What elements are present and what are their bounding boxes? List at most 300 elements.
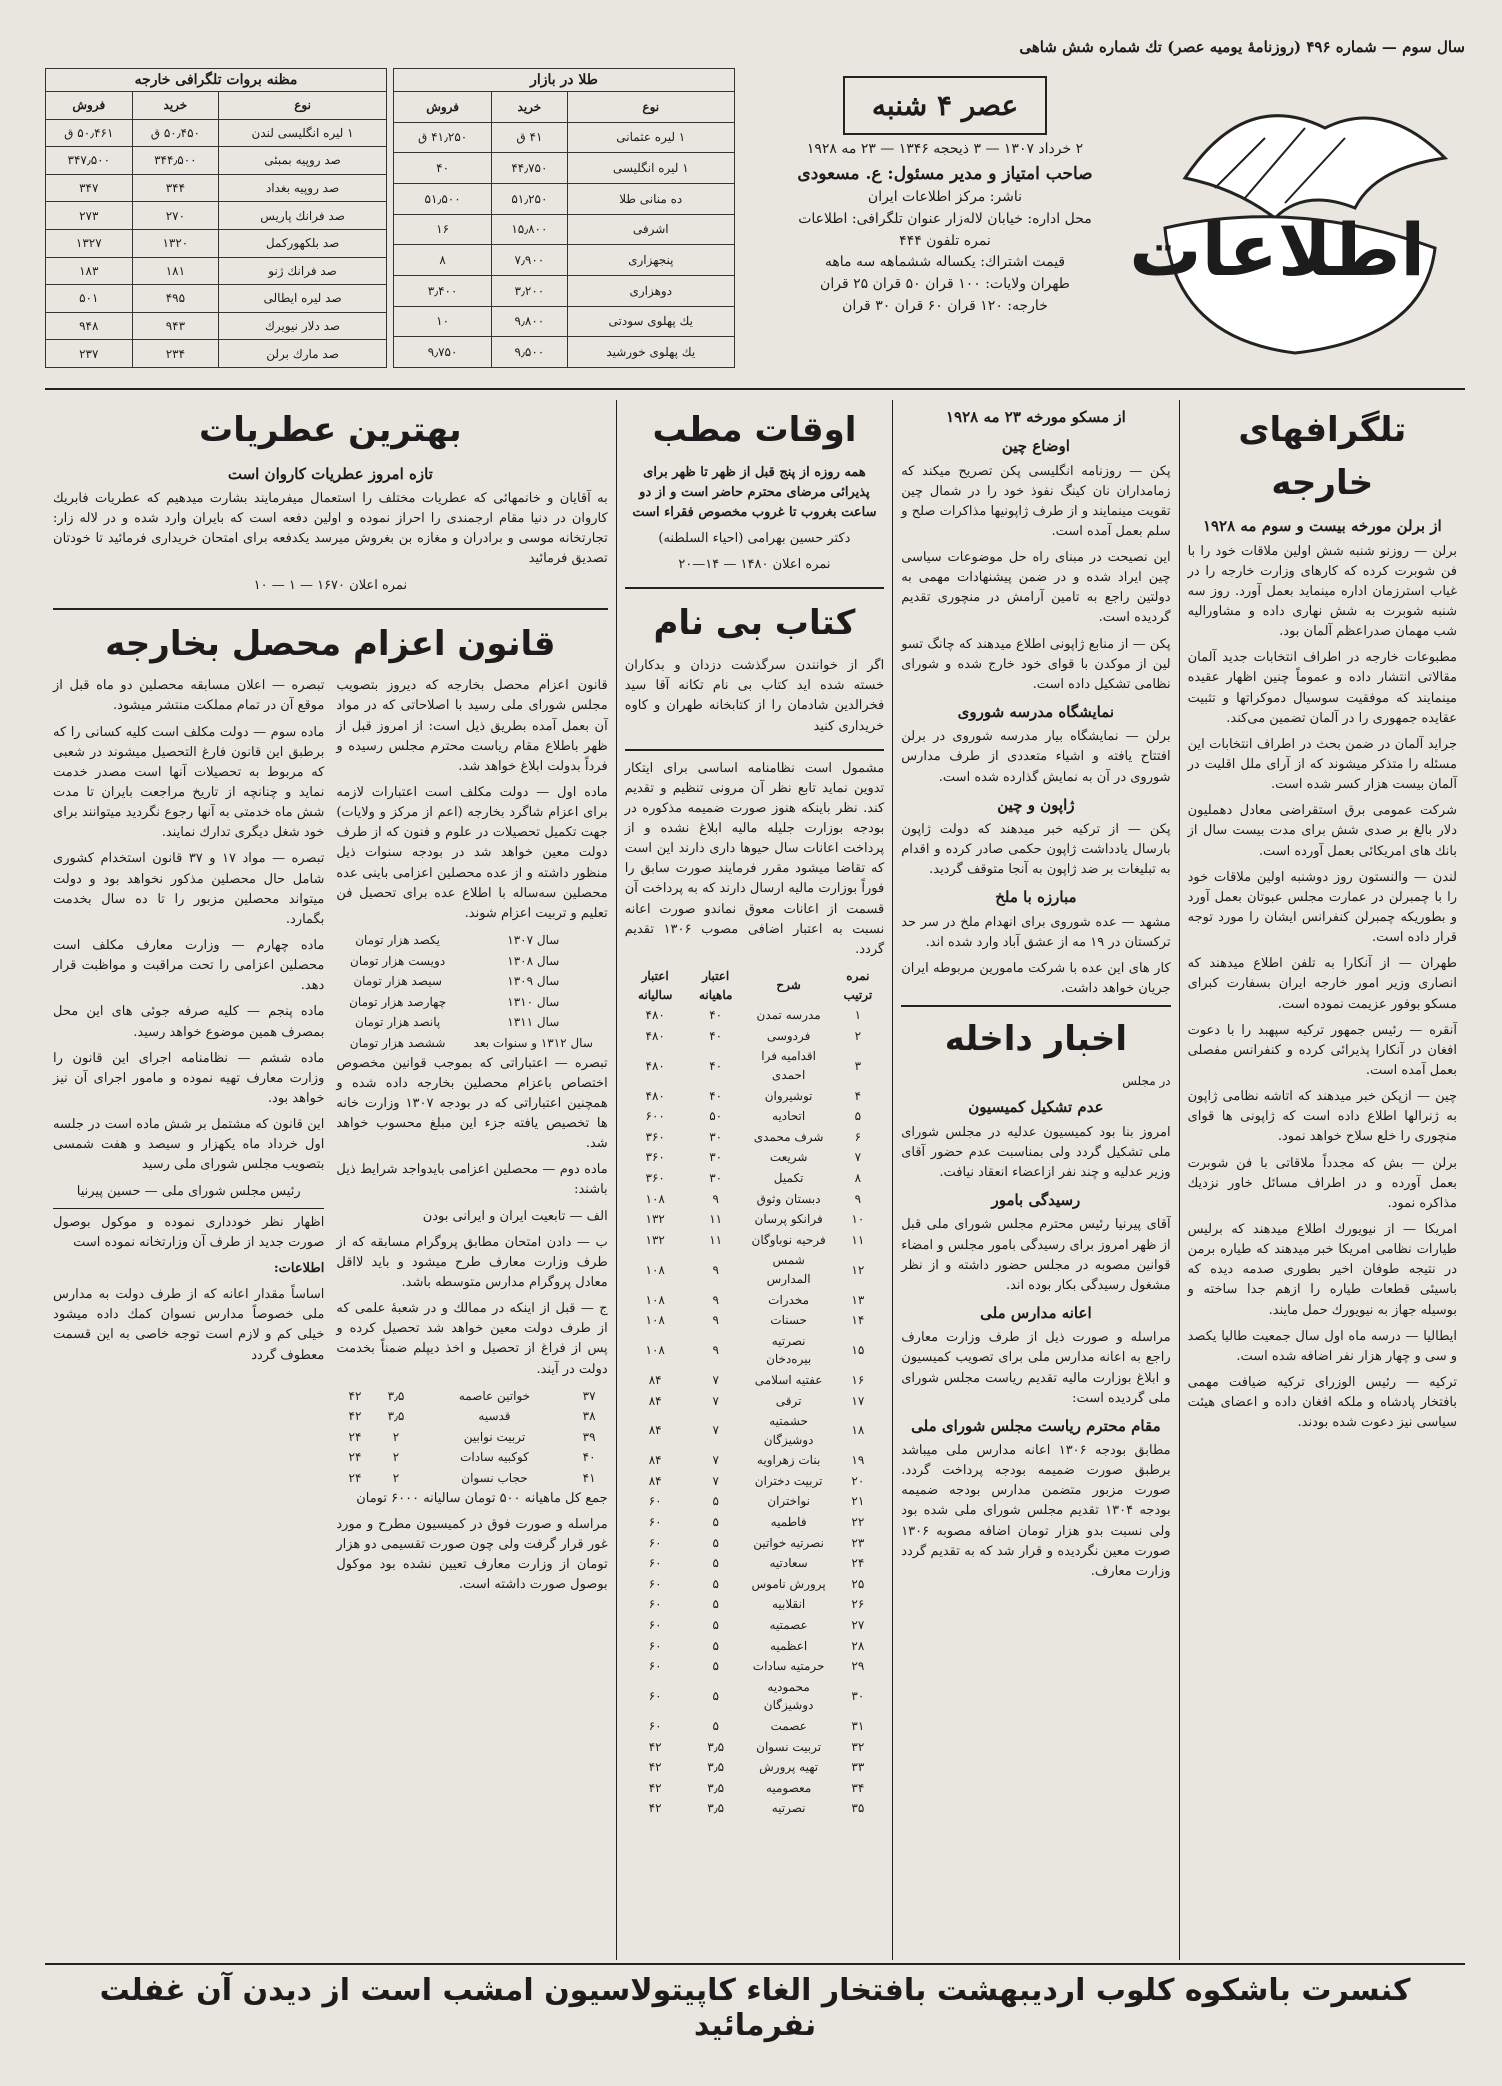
doctor-name: دکتر حسین بهرامی (احیاء السلطنه) bbox=[658, 531, 851, 547]
paragraph: این قانون که مشتمل بر شش ماده است در جلسه اول خرداد ماه یکهزار و سیصد و هفت شمسی بتصویب مجلس شورای ملی رسید bbox=[53, 1117, 325, 1173]
owner-line: صاحب امتیاز و مدیر مسئول: ع. مسعودی bbox=[797, 164, 1093, 185]
subheadline: تازه امروز عطریات کاروان است bbox=[227, 464, 433, 483]
headline: بهترین عطریات bbox=[199, 410, 462, 450]
cell: ۲۴ bbox=[348, 1429, 362, 1444]
cell: ۳٫۵ bbox=[707, 1739, 725, 1754]
cell: ۲۹ bbox=[851, 1659, 865, 1674]
cell: ۱ bbox=[854, 1008, 862, 1023]
paragraph: مطابق بودجه ۱۳۰۶ اعانه مدارس ملی میباشد برطبق صورت ضمیمه بودجه پرداخت گردد. صورت مزبور متضمن مدارس بودجه ضمیمه بودجه ۱۳۰۴ تقدیم مجلس شورای ملی شده بود ولی نسبت بدو هزار تومان اضافه مصوبه ۱۳۰۶ صورت معین نگردیده و قرار شد که به تقدیم گردد وزارت معارف. bbox=[901, 1443, 1171, 1579]
cell: ۲۸ bbox=[851, 1638, 865, 1653]
col-header: اعتبار ماهیانه bbox=[698, 969, 733, 1002]
table-row bbox=[625, 1370, 885, 1391]
cell: ۴۸۰ bbox=[645, 1028, 665, 1043]
footer-banner: کنسرت باشکوه کلوب اردیبهشت بافتخار الغاء کاپیتولاسیون امشب است از دیدن آن غفلت نفرمائید bbox=[45, 1963, 1465, 2043]
cell: صد لیره ایطالی bbox=[219, 285, 387, 313]
paragraph: تبصره — مواد ۱۷ و ۳۷ قانون استخدام کشوری شامل حال محصلین مذکور نخواهد بود و دولت میتواند محصلین مزبور را تا ده سال بخدمت بگمارد. bbox=[53, 851, 325, 927]
table-row bbox=[46, 257, 387, 285]
cell: ۸۴ bbox=[648, 1423, 662, 1438]
cell: ۴۲ bbox=[648, 1801, 662, 1816]
table-row bbox=[625, 1411, 885, 1450]
cell: توشیروان bbox=[764, 1088, 813, 1103]
cell: ۵ bbox=[712, 1618, 719, 1633]
cell: مدرسه تمدن bbox=[756, 1008, 821, 1023]
cell: ۶۰ bbox=[648, 1515, 662, 1530]
cell: ۶ bbox=[854, 1129, 862, 1144]
table-row bbox=[394, 153, 735, 184]
cell: سال ۱۳۰۷ bbox=[507, 933, 560, 948]
paragraph: شرکت عمومی برق استقراضی معادل دهملیون دلار بالغ بر صدی شش برای مدت بیست سال از بانك های امریکائی بعمل آورده است. bbox=[1187, 803, 1457, 859]
subscription-line: قیمت اشتراك: یکساله ششماهه سه ماهه bbox=[824, 254, 1066, 271]
paragraph: مشمول است نظامنامه اساسی برای ایتکار تدوین نماید تابع نظر آن مرونی تنظیم و تقدیم کند. نظر باینکه هنوز صورت ضمیمه مذکوره در بودجه بوزارت جلیله مالیه ابلاغ نشده و از پرداخت اعانات سال حیوها داری دارند این است که تقاضا میشود مقرر فرمایند صورت سابق را فوراً بوزارت مالیه ارسال دارند که به پرداخت آن قسمت از اعانات معوق نماندو صورت اعانه نسبت به اعتبار اضافی مصوب ۱۳۰۶ تقدیم گردد. bbox=[624, 760, 885, 957]
table-row bbox=[625, 1106, 885, 1127]
paragraph: اساساً مقدار اعانه که از طرف دولت به مدارس ملی خصوصاً مدارس نسوان کمك داده میشود خیلی کم و لازم است توجه خاصی به این قسمت معطوف گردد bbox=[53, 1287, 325, 1363]
paragraph: مطبوعات خارجه در اطراف انتخابات جدید آلمان مقالاتی انتشار داده و عموماً چنین اظهار عقیده مینمایند که موفقیت سوسیال دموکراتها و تثبیت عقایده جمهوری را در آلمان تضمین می‌کند. bbox=[1187, 650, 1457, 726]
table-row bbox=[625, 1553, 885, 1574]
cell: ۱ لیره عثمانی bbox=[567, 122, 734, 153]
cell: بنات زهراویه bbox=[756, 1453, 821, 1468]
paragraph: اگر از خوانندن سرگذشت دزدان و بدکاران خسته شده اید کتاب بی نام تکانه آقا سید فخرالدین شادمان را از کتابخانه طهران و کاوه خریداری کنید bbox=[624, 658, 885, 734]
cell: ۳۴۴ bbox=[132, 174, 219, 202]
paragraph: مشهد — عده شوروی برای انهدام ملخ در سر حد ترکستان در ۱۹ مه از عشق آباد وارد شده اند. bbox=[901, 914, 1171, 950]
paragraph: پکن — از ترکیه خبر میدهند که دولت ژاپون بارسال یادداشت ژاپون حکمی صادر کرده و اقدام به تبلیغات بر ضد ژاپون به آنجا متوقف گردید. bbox=[901, 821, 1171, 878]
paragraph: طهران — از آنکارا به تلفن اطلاع میدهند که انصاری وزیر امور خارجه ایران بسفارت کبرای مسکو بوفور عزیمت نموده است. bbox=[1187, 956, 1457, 1012]
cell: ۲۰ bbox=[851, 1473, 865, 1488]
paragraph: لندن — والنستون روز دوشنبه اولین ملاقات خود را با چمبرلن در عمارت مجلس عبوتان بعمل آورد و بطوریکه چمبرلن کنفرانس ایشان را مورد توجه قرار داده است. bbox=[1187, 869, 1457, 946]
cell: ۴۰ bbox=[709, 1008, 723, 1023]
cell: اشرفی bbox=[567, 214, 734, 245]
law-left-column bbox=[336, 676, 607, 1601]
cell: ۷ bbox=[712, 1393, 719, 1408]
table-row bbox=[336, 1012, 607, 1033]
table-row bbox=[625, 1250, 885, 1289]
table-row bbox=[625, 1127, 885, 1148]
table-row bbox=[46, 147, 387, 175]
cell: ۲۷۳ bbox=[46, 202, 133, 230]
cell: عصمتیه bbox=[769, 1618, 808, 1633]
perfume-ad bbox=[53, 404, 608, 610]
cell: ۷ bbox=[712, 1372, 719, 1387]
paragraph: اظهار نظر خودداری نموده و موکول بوصول صورت جدید از طرف آن وزارتخانه نموده است bbox=[53, 1208, 324, 1253]
cell: ۵۱٫۵۰۰ bbox=[394, 183, 492, 214]
cell: ۱۴ bbox=[851, 1313, 865, 1328]
paragraph: امریکا — از نیویورك اطلاع میدهند که برلیس طیارات نظامی امریکا خبر میدهند که طیاره برمن در نتیجه طوفان اخیر بطوری صدمه دیده که باسیئی قطعات طیاره را ازهم جدا ساخته و بوسیله جهاز به نیویورك حمل مایند. bbox=[1187, 1221, 1457, 1318]
table-row bbox=[625, 1230, 885, 1251]
paragraph: الف — تابعیت ایران و ایرانی بودن bbox=[422, 1208, 608, 1224]
paragraph: تبصره — اعلان مسابقه محصلین دو ماه قبل از موقع آن در تمام مملکت منتشر میشود. bbox=[53, 678, 325, 714]
table-row bbox=[625, 1798, 885, 1819]
cell: ۳۹ bbox=[582, 1429, 596, 1444]
gold-caption: طلا در بازار bbox=[393, 68, 735, 91]
top-strip bbox=[45, 38, 1465, 56]
cell: ۳۷ bbox=[582, 1388, 596, 1403]
subheadline: رسیدگی بامور bbox=[991, 1191, 1081, 1210]
cell: ۱۰۸ bbox=[645, 1191, 665, 1206]
cell: ۲۴ bbox=[851, 1556, 865, 1571]
section-label: در مجلس bbox=[1122, 1073, 1171, 1088]
cell: ۵ bbox=[712, 1638, 719, 1653]
table-row bbox=[625, 1331, 885, 1370]
total-line: جمع کل ماهیانه ۵۰۰ تومان سالیانه ۶۰۰۰ تومان bbox=[356, 1490, 608, 1506]
fx-table bbox=[45, 68, 387, 368]
cell: ۷ bbox=[854, 1150, 862, 1165]
cell: نصرتیه بیره‌دخان bbox=[766, 1333, 812, 1367]
headline: کتاب بی نام bbox=[653, 603, 856, 644]
table-row bbox=[625, 1757, 885, 1778]
paragraph: برلن — بش که مجدداً ملاقاتی با فن شوبرت بعمل آورده و در اطراف مسائل خاور نزدیك مذاکره نمود. bbox=[1187, 1155, 1457, 1211]
cell: تکمیل bbox=[773, 1170, 804, 1185]
cell: ۳۶۰ bbox=[645, 1129, 665, 1144]
cell: ۱۵٫۸۰۰ bbox=[492, 214, 567, 245]
cell: ۶۰ bbox=[648, 1576, 662, 1591]
paragraph: ایطالیا — درسه ماه اول سال جمعیت طالیا یکصد و سی و چهار هزار نفر اضافه شده است. bbox=[1187, 1328, 1457, 1364]
cell: ۶۰ bbox=[648, 1689, 662, 1704]
paragraph: ماده اول — دولت مکلف است اعتبارات لازمه برای اعزام شاگرد بخارجه (اعم از مرکز و ولایات) جهت تکمیل تحصیلات در علوم و فنون که از طرف دولت معین خواهد شد در بودجه سنوات ذیل منظور داشته و از عده محصلین اعزامی باینی عده محصلین سه‌ساله با اطلاع عده برای تحصیل فن تعلیم و تربیت اعزام شوند. bbox=[336, 785, 608, 921]
gold-table bbox=[393, 68, 735, 368]
cell: ۳۶۰ bbox=[645, 1150, 665, 1165]
cell: صد فرانك ژنو bbox=[219, 257, 387, 285]
cell: ۹٫۷۵۰ bbox=[394, 337, 492, 368]
cell: ۴۰ bbox=[709, 1058, 723, 1073]
cell: حشمتیه دوشیزگان bbox=[763, 1414, 814, 1447]
table-row bbox=[394, 306, 735, 337]
cell: حجاب نسوان bbox=[461, 1471, 528, 1486]
cell: دبستان وثوق bbox=[756, 1191, 821, 1206]
table-row bbox=[336, 1427, 607, 1448]
cell: ۴۰ bbox=[582, 1450, 596, 1465]
table-row bbox=[625, 1310, 885, 1331]
publisher-line: ناشر: مرکز اطلاعات ایران bbox=[867, 189, 1023, 206]
paragraph: کار های این عده با شرکت مامورین مربوطه ایران جریان خواهد داشت. bbox=[901, 960, 1171, 997]
cell: ۲۷ bbox=[851, 1618, 865, 1633]
cell: ۵ bbox=[712, 1535, 719, 1550]
cell: ۵ bbox=[712, 1689, 719, 1704]
table-row bbox=[625, 1778, 885, 1799]
cell: ۷٫۹۰۰ bbox=[492, 245, 567, 276]
table-row bbox=[46, 340, 387, 368]
gold-header: خرید bbox=[492, 92, 567, 123]
table-row bbox=[625, 1189, 885, 1210]
cell: یك پهلوی سودتی bbox=[567, 306, 734, 337]
cell: ۳۵ bbox=[851, 1801, 865, 1816]
cell: معصومیه bbox=[765, 1780, 812, 1795]
cell: ۲۴ bbox=[348, 1450, 362, 1465]
cell: سال ۱۳۰۹ bbox=[507, 974, 560, 989]
cell: ۳۲ bbox=[851, 1739, 865, 1754]
paragraph: به آقایان و خانمهائی که عطریات مختلف را استعمال میفرمایند بشارت میدهیم که عطریات فابریك کاروان در دنیا مقام ارجمندی را احراز نموده و اولین دفعه است که بایران وارد شده و در لاله زار: تجارتخانه موسی و برادران و مغازه بن بغروش میرسد یکدفعه برای امتحان خریداری فرمائید تا خودتان تصدیق فرمائید bbox=[53, 490, 608, 567]
cell: ۷ bbox=[712, 1423, 719, 1438]
table-row bbox=[394, 183, 735, 214]
table-row bbox=[336, 930, 607, 951]
cell: عفتیه اسلامی bbox=[754, 1372, 823, 1387]
paragraph: ماده ششم — نظامنامه اجرای این قانون را وزارت معارف تهیه نموده و مامور اجرای آن نیز خواهد بود. bbox=[53, 1050, 325, 1106]
cell: ۱۳۲۷ bbox=[46, 229, 133, 257]
paragraph: ماده دوم — محصلین اعزامی بایدواجد شرایط ذیل باشند: bbox=[336, 1162, 608, 1198]
subheadline: مبارزه با ملخ bbox=[995, 888, 1077, 907]
cell: ۶۰ bbox=[648, 1659, 662, 1674]
cell: فاطمیه bbox=[770, 1515, 807, 1530]
headline-law: قانون اعزام محصل بخارجه bbox=[105, 623, 556, 664]
table-row bbox=[625, 1471, 885, 1492]
cell: ۲ bbox=[392, 1429, 400, 1444]
table-row bbox=[625, 1716, 885, 1737]
cell: ۳۰ bbox=[709, 1129, 723, 1144]
law-columns bbox=[53, 676, 608, 1601]
cell: تربیت نوابین bbox=[463, 1429, 526, 1444]
table-row bbox=[394, 337, 735, 368]
cell: ۵ bbox=[712, 1556, 719, 1571]
fx-caption: مظنه بروات تلگرافی خارجه bbox=[45, 68, 387, 91]
cell: ۳۴۷٫۵۰۰ bbox=[46, 147, 133, 175]
market-tables bbox=[45, 68, 735, 368]
cell: فرانکو پرسان bbox=[754, 1212, 823, 1227]
publication-info bbox=[775, 68, 1115, 368]
cell: ۱۰۸ bbox=[645, 1292, 665, 1307]
cell: سال ۱۳۱۱ bbox=[507, 1015, 560, 1030]
subheadline: اوضاع چین bbox=[1001, 437, 1070, 456]
cell: اعظمیه bbox=[769, 1638, 808, 1653]
cell: ۱۶ bbox=[394, 214, 492, 245]
cell: ۴ bbox=[854, 1088, 862, 1103]
column-china-domestic bbox=[892, 400, 1178, 1960]
paragraph: ب — دادن امتحان مطابق پروگرام مسابقه که از طرف وزارت معارف طرح میشود و باید لااقل معادل پروگرام مدارس متوسطه باشد. bbox=[336, 1234, 608, 1290]
table-row bbox=[394, 122, 735, 153]
table-row bbox=[46, 312, 387, 340]
cell: ۶۰ bbox=[648, 1597, 662, 1612]
cell: مخدرات bbox=[768, 1292, 810, 1307]
table-row bbox=[625, 1391, 885, 1412]
cell: ۴۱٫۲۵۰ ق bbox=[394, 122, 492, 153]
cell: عصمت bbox=[770, 1719, 807, 1734]
cell: حسنات bbox=[770, 1313, 807, 1328]
law-right-column bbox=[53, 676, 324, 1601]
cell: ۷ bbox=[712, 1453, 719, 1468]
cell: ۱۳۲۰ bbox=[132, 229, 219, 257]
cell: ۴۸۰ bbox=[645, 1088, 665, 1103]
paragraph: آقای پیرنیا رئیس محترم مجلس شورای ملی قبل از ظهر امروز برای رسیدگی بامور مجلس و امضاء قوانین مصوبه در مجلس حضور داشته و از نظر مشغول رسیدگی بکار بوده اند. bbox=[901, 1217, 1171, 1293]
cell: ۲۲ bbox=[851, 1515, 865, 1530]
cell: نصرتیه bbox=[771, 1801, 806, 1816]
cell: ۸۴ bbox=[648, 1473, 662, 1488]
cell: محمودیه دوشیزگان bbox=[763, 1679, 814, 1713]
paragraph: همه روزه از پنج قبل از ظهر تا ظهر برای پذیرائی مرضای محترم حاضر است و از دو ساعت بغروب تا غروب مخصوص فقراء است bbox=[632, 464, 877, 520]
cell: سال ۱۳۱۲ و سنوات بعد bbox=[473, 1035, 593, 1050]
cell: ۸۴ bbox=[648, 1453, 662, 1468]
cell: ۵۰٫۴۶۱ ق bbox=[46, 119, 133, 147]
cell: ۸ bbox=[394, 245, 492, 276]
cell: پنجهزاری bbox=[567, 245, 734, 276]
cell: سعادتیه bbox=[769, 1556, 808, 1571]
cell: ۱۱ bbox=[851, 1232, 865, 1247]
day-box: عصر ۴ شنبه bbox=[843, 76, 1047, 135]
paragraph: مراسله و صورت فوق در کمیسیون مطرح و مورد غور قرار گرفت ولی چون صورت تقسیمی دو هزار تومان از وزارت معارف تعیین نشده بود موکول بوصول صورت داشته است. bbox=[336, 1516, 608, 1593]
table-row bbox=[625, 1677, 885, 1716]
cell: ۳٫۵ bbox=[387, 1409, 405, 1424]
table-row bbox=[625, 1209, 885, 1230]
cell: ۹ bbox=[712, 1313, 719, 1328]
subheadline: نمایشگاه مدرسه شوروی bbox=[957, 703, 1115, 722]
dateline: از مسکو مورخه ۲۳ مه ۱۹۲۸ bbox=[946, 408, 1126, 426]
cell: ۴۸۰ bbox=[645, 1058, 665, 1073]
cell: انقلابیه bbox=[771, 1597, 806, 1612]
cell: حرمتیه سادات bbox=[752, 1659, 825, 1674]
cell: سال ۱۳۰۸ bbox=[507, 953, 560, 968]
cell: قدسیه bbox=[478, 1409, 511, 1424]
signature-line: رئیس مجلس شورای ملی — حسین پیرنیا bbox=[76, 1183, 301, 1199]
logo-text: اطلاعات bbox=[1129, 208, 1425, 292]
cell: ۴۰ bbox=[709, 1028, 723, 1043]
cell: ۳۸ bbox=[582, 1409, 596, 1424]
table-row bbox=[625, 1512, 885, 1533]
cell: ۱۸۱ bbox=[132, 257, 219, 285]
table-row bbox=[46, 174, 387, 202]
cell: ۸۴ bbox=[648, 1393, 662, 1408]
table-row bbox=[394, 214, 735, 245]
cell: ۲ bbox=[392, 1471, 400, 1486]
cell: ۴۱ bbox=[582, 1471, 596, 1486]
columns bbox=[45, 400, 1465, 1960]
cell: ۹ bbox=[712, 1191, 719, 1206]
cell: یکصد هزار تومان bbox=[355, 933, 441, 948]
paragraph: ماده پنجم — کلیه صرفه جوئی های این محل بمصرف همین موضوع خواهد رسید. bbox=[53, 1004, 325, 1040]
cell: صد فرانك پاریس bbox=[219, 202, 387, 230]
cell: ۹ bbox=[854, 1191, 862, 1206]
cell: ۱۵ bbox=[851, 1343, 865, 1358]
cell: ۲۳۴ bbox=[132, 340, 219, 368]
subheadline: عدم تشکیل کمیسیون bbox=[968, 1098, 1104, 1117]
cell: ۱۹ bbox=[851, 1453, 865, 1468]
table-row bbox=[625, 1737, 885, 1758]
table-row bbox=[336, 951, 607, 972]
phone-line: نمره تلفون ۴۴۴ bbox=[899, 232, 991, 249]
cell: تربیت نسوان bbox=[756, 1739, 822, 1754]
cell: ۳۰ bbox=[709, 1150, 723, 1165]
table-row bbox=[46, 285, 387, 313]
cell: ۴۱ ق bbox=[492, 122, 567, 153]
cell: ۸۴ bbox=[648, 1372, 662, 1387]
cell: ۱۰ bbox=[851, 1212, 865, 1227]
cell: شرف محمدی bbox=[753, 1129, 824, 1144]
gold-header: نوع bbox=[567, 92, 734, 123]
cell: ۹۴۸ bbox=[46, 312, 133, 340]
gold-header: فروش bbox=[394, 92, 492, 123]
cell: دویست هزار تومان bbox=[350, 953, 446, 968]
cell: ۱۰۸ bbox=[645, 1313, 665, 1328]
column-clinic-book bbox=[616, 400, 893, 1960]
cell: ۵ bbox=[712, 1515, 719, 1530]
paragraph: این نصیحت در مبنای راه حل موضوعات سیاسی چین ایراد شده و در ضمن پیشنهادات مهمی به دولتین راجع به تامین آرامش در منچوری تقدیم گردیده است. bbox=[901, 550, 1171, 626]
col-header: شرح bbox=[776, 978, 801, 993]
cell: ۵۰۱ bbox=[46, 285, 133, 313]
cell: ۹٫۸۰۰ bbox=[492, 306, 567, 337]
table-row bbox=[336, 971, 607, 992]
cell: ۳۴۷ bbox=[46, 174, 133, 202]
col-header: اعتبار سالیانه bbox=[637, 969, 673, 1002]
cell: ۳٫۵ bbox=[387, 1388, 405, 1403]
cell: ۳۰ bbox=[709, 1170, 723, 1185]
paragraph: برلن — روزنو شنبه شش اولین ملاقات خود را با فن شوبرت کرده که کارهای وزارت خارجه را در غیاب استرزمان اداره مینماید بعمل آورد. روز سه شنبه شوبرت به شش نهاری داده و مشاورالیه شب مهمان صدراعظم آلمان بود. bbox=[1187, 543, 1457, 640]
table-row bbox=[625, 1147, 885, 1168]
cell: اتحادیه bbox=[772, 1109, 806, 1124]
paragraph: چین — ازپکن خبر میدهند که اتاشه نظامی ژاپون به ژنرالها اطلاع داده است که ژاپونی ها قوای منچوری را خلع سلاح خواهد نمود. bbox=[1187, 1089, 1457, 1145]
cell: اقدامیه فرا احمدی bbox=[761, 1049, 816, 1083]
paragraph: پکن — روزنامه انگلیسی پکن تصریح میکند که زمامداران نان کینگ نفوذ خود را در شمال چین تقویت مینمایند و از طرف ژاپونیها مذاکرات صلح و سلم بعمل آمده است. bbox=[901, 463, 1171, 539]
fx-header: خرید bbox=[132, 92, 219, 120]
cell: ۲ bbox=[392, 1450, 400, 1465]
book-ad bbox=[625, 597, 885, 750]
cell: ۶۰ bbox=[648, 1556, 662, 1571]
headline: تلگرافهای خارجه bbox=[1238, 410, 1407, 503]
cell: ۹٫۵۰۰ bbox=[492, 337, 567, 368]
table-row bbox=[625, 1656, 885, 1677]
cell: ۷ bbox=[712, 1473, 719, 1488]
cell: شریعت bbox=[769, 1150, 808, 1165]
cell: نواختران bbox=[767, 1494, 810, 1509]
paragraph: قانون اعزام محصل بخارجه که دیروز بتصویب مجلس شورای ملی رسید با اصلاحاتی که در مواد آن بعمل آمده بطریق ذیل است: از امروز قبل از ظهر باطلاع مقام ریاست محترم مجلس رسیده و فرداً بدولت ابلاغ خواهد شد. bbox=[336, 678, 608, 774]
cell: ۵۱٫۲۵۰ bbox=[492, 183, 567, 214]
cell: ۵ bbox=[712, 1659, 719, 1674]
cell: ۶۰ bbox=[648, 1618, 662, 1633]
cell: ۴۴٫۷۵۰ bbox=[492, 153, 567, 184]
newspaper-page bbox=[45, 38, 1465, 2043]
cell: ۴۲ bbox=[348, 1409, 362, 1424]
cell: ۳۰ bbox=[851, 1689, 865, 1704]
table-row bbox=[336, 1447, 607, 1468]
table-row bbox=[46, 119, 387, 147]
cell: ۲۵ bbox=[851, 1576, 865, 1591]
paragraph: ماده چهارم — وزارت معارف مکلف است محصلین اعزامی را تحت مراقبت و مواظبت قرار دهد. bbox=[53, 938, 325, 994]
table-row bbox=[336, 992, 607, 1013]
table-row bbox=[625, 1005, 885, 1026]
table-row bbox=[336, 1033, 607, 1054]
headline: اوقات مطب bbox=[652, 410, 857, 450]
cell: ۹ bbox=[712, 1292, 719, 1307]
cell: ۱۰۸ bbox=[645, 1343, 665, 1358]
cell: ۲۶ bbox=[851, 1597, 865, 1612]
paragraph: ترکیه — رئیس الوزرای ترکیه ضیافت مهمی بافتخار پادشاه و ملکه افغان داده و اعضای هیئت سیاسی نیز دعوت شده بودند. bbox=[1187, 1374, 1457, 1431]
cell: ۳٫۲۰۰ bbox=[492, 275, 567, 306]
cell: ۳٫۵ bbox=[707, 1760, 725, 1775]
cell: صد بلکهورکمل bbox=[219, 229, 387, 257]
cell: ۲۴ bbox=[348, 1471, 362, 1486]
paragraph: تبصره — اعتباراتی که بموجب قوانین مخصوص اختصاص باعزام محصلین بخارجه داده شده و همچنین اعتباراتی که در بودجه ۱۳۰۷ وزارت خانه ها تخصیص یافته جزء این مبلغ محسوب خواهد شد. bbox=[336, 1055, 608, 1152]
note-head: اطلاعات: bbox=[273, 1260, 325, 1276]
cell: ۵۰ bbox=[709, 1109, 723, 1124]
table-row bbox=[625, 1615, 885, 1636]
cell: ۲۱ bbox=[851, 1494, 865, 1509]
cell: ۲ bbox=[854, 1028, 862, 1043]
cell: ۳۶۰ bbox=[645, 1170, 665, 1185]
cell: ۴۰ bbox=[394, 153, 492, 184]
subscription-tehran: طهران ولایات: ۱۰۰ قران ۵۰ قران ۲۵ قران bbox=[820, 276, 1070, 293]
cell: ۳٫۵ bbox=[707, 1801, 725, 1816]
table-row bbox=[625, 1086, 885, 1107]
cell: یك پهلوی خورشید bbox=[567, 337, 734, 368]
masthead bbox=[45, 68, 1465, 390]
cell: کوکبیه سادات bbox=[460, 1450, 529, 1465]
cell: ۳٫۴۰۰ bbox=[394, 275, 492, 306]
cell: تهیه پرورش bbox=[759, 1760, 819, 1775]
column-foreign-telegrams bbox=[1179, 400, 1465, 1960]
cell: ۴۲ bbox=[648, 1760, 662, 1775]
table-row bbox=[625, 1491, 885, 1512]
cell: ۲۷۰ bbox=[132, 202, 219, 230]
table-row bbox=[625, 1450, 885, 1471]
table-row bbox=[46, 202, 387, 230]
cell: ترقی bbox=[775, 1393, 802, 1408]
cell: صد روپیه بمبئی bbox=[219, 147, 387, 175]
cell: خواتین عاصمه bbox=[458, 1388, 531, 1403]
table-row bbox=[336, 1406, 607, 1427]
